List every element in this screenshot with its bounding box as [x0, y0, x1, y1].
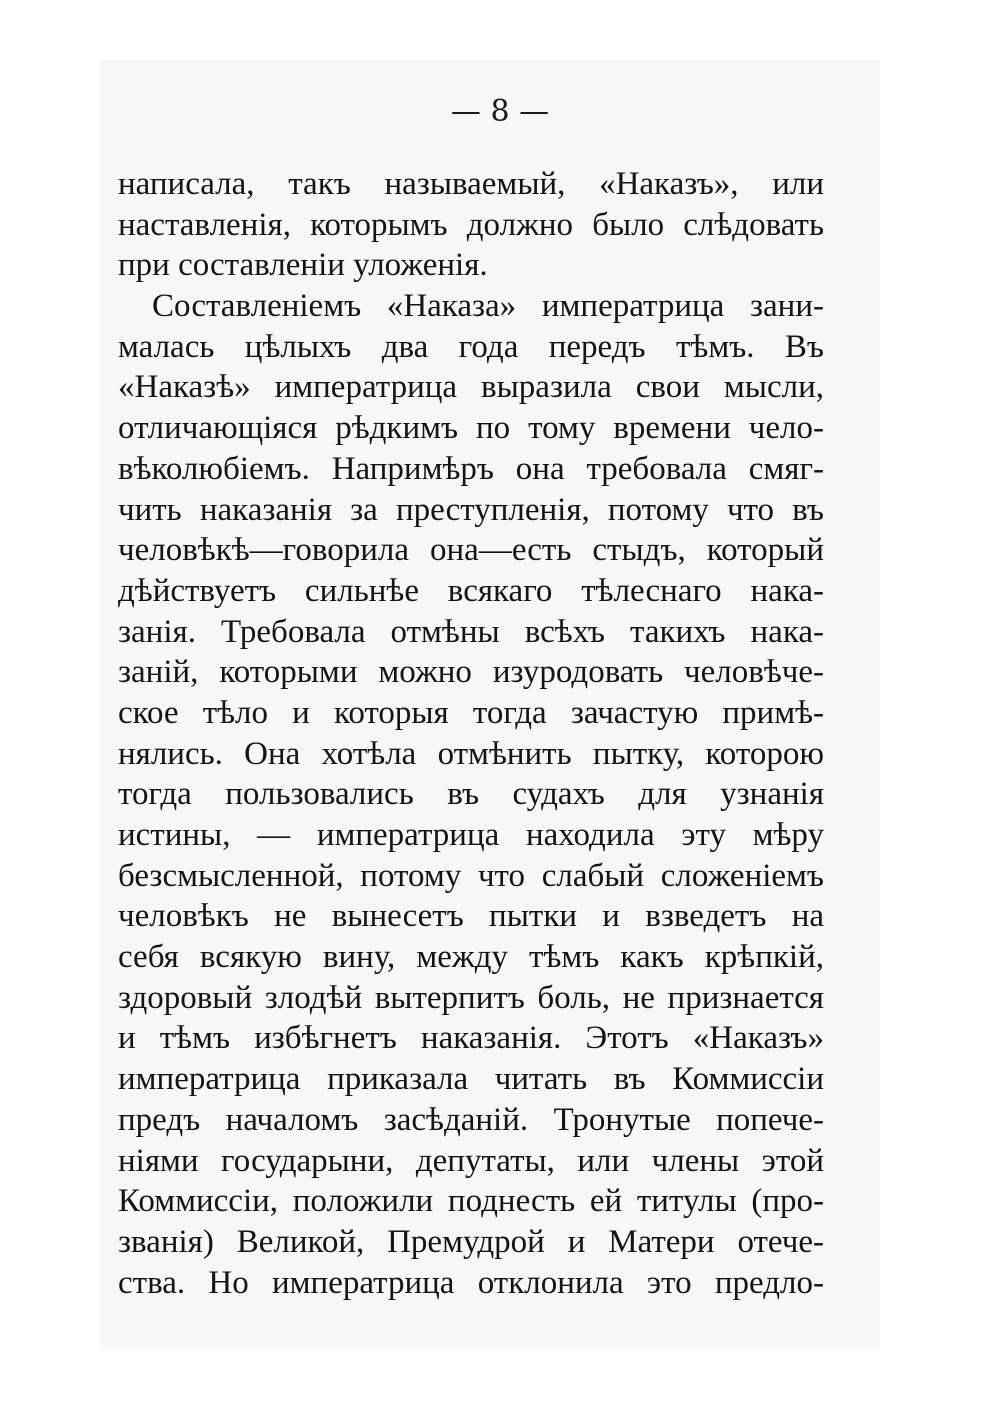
text-line: и тѣмъ избѣгнетъ наказанія. Этотъ «Наказъ» — [118, 1020, 824, 1057]
page-number: — 8 — — [450, 94, 550, 129]
text-line: «Наказѣ» императрица выразила свои мысли, — [118, 369, 824, 406]
text-line: малась цѣлыхъ два года передъ тѣмъ. Въ — [118, 328, 824, 365]
body-text — [118, 164, 824, 1303]
text-line: нялись. Она хотѣла отмѣнить пытку, которою — [118, 735, 824, 772]
text-line: наставленія, которымъ должно было слѣдовать — [118, 206, 824, 243]
text-line: человѣкѣ—говорила она—есть стыдъ, который — [118, 532, 824, 569]
text-line: предъ началомъ засѣданій. Тронутые попече- — [118, 1101, 824, 1138]
text-line: написала, такъ называемый, «Наказъ», или — [118, 166, 824, 202]
text-line: безсмысленной, потому что слабый сложеніемъ — [118, 857, 824, 894]
text-line: дѣйствуетъ сильнѣе всякаго тѣлеснаго нака- — [118, 572, 824, 609]
text-line: ства. Но императрица отклонила это предло- — [118, 1264, 824, 1301]
text-line: себя всякую вину, между тѣмъ какъ крѣпкій, — [118, 939, 824, 976]
text-line: тогда пользовались въ судахъ для узнанія — [118, 776, 824, 813]
text-line: при составленіи уложенія. — [118, 247, 488, 284]
text-line: ское тѣло и которыя тогда зачастую примѣ- — [118, 694, 824, 731]
text-line: званія) Великой, Премудрой и Матери отече- — [118, 1223, 824, 1260]
text-line: чить наказанія за преступленія, потому что въ — [118, 491, 824, 528]
text-line: ніями государыни, депутаты, или члены этой — [118, 1142, 824, 1179]
text-line: Составленіемъ «Наказа» императрица зани- — [152, 288, 824, 325]
text-line: отличающіяся рѣдкимъ по тому времени чело- — [118, 410, 824, 447]
text-line: истины, — императрица находила эту мѣру — [118, 817, 824, 853]
text-line: здоровый злодѣй вытерпитъ боль, не признается — [118, 979, 824, 1016]
text-line: занія. Требовала отмѣны всѣхъ такихъ нака- — [118, 613, 824, 650]
text-line: заній, которыми можно изуродовать человѣче- — [118, 654, 824, 691]
text-line: человѣкъ не вынесетъ пытки и взведетъ на — [118, 898, 824, 935]
text-line: Коммиссіи, положили поднесть ей титулы (про- — [118, 1183, 824, 1220]
text-line: вѣколюбіемъ. Напримѣръ она требовала смяг- — [118, 450, 824, 487]
text-line: императрица приказала читать въ Коммиссіи — [118, 1061, 824, 1098]
